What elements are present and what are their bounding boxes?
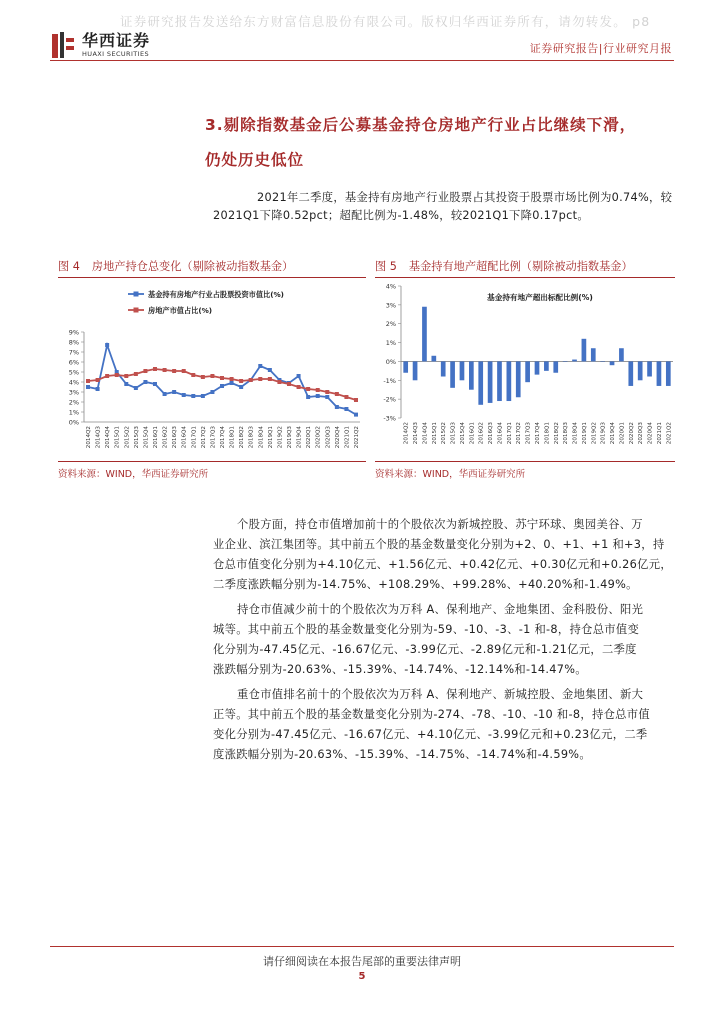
x-tick-label: 2016Q4 xyxy=(497,422,504,445)
fig4-line-chart xyxy=(58,280,366,460)
data-point xyxy=(268,377,272,381)
data-point xyxy=(316,394,320,398)
data-point xyxy=(153,382,157,386)
data-point xyxy=(143,369,147,373)
data-point xyxy=(191,394,195,398)
x-tick-label: 2020Q4 xyxy=(334,426,341,449)
page-number: 5 xyxy=(358,971,366,982)
x-tick-label: 2015Q1 xyxy=(431,422,438,445)
legend-marker xyxy=(134,292,139,297)
bar xyxy=(488,361,493,402)
y-tick-label: 4% xyxy=(68,378,79,387)
bar xyxy=(422,307,427,362)
data-point xyxy=(134,372,138,376)
x-tick-label: 2015Q3 xyxy=(450,422,457,445)
data-point xyxy=(191,373,195,377)
data-point xyxy=(335,405,339,409)
data-point xyxy=(325,390,329,394)
x-tick-label: 2016Q2 xyxy=(478,422,485,445)
x-tick-label: 2021Q1 xyxy=(656,422,663,445)
x-tick-label: 2020Q3 xyxy=(638,422,645,445)
data-point xyxy=(230,381,234,385)
data-point xyxy=(134,386,138,390)
data-point xyxy=(86,379,90,383)
data-point xyxy=(172,390,176,394)
bar xyxy=(441,361,446,376)
bar xyxy=(628,361,633,386)
para3-line2: 正等。其中前五个股的基金数量变化分别为-274、-78、-10、-10 和-8，持仓总市值 xyxy=(213,708,650,721)
y-tick-label: 6% xyxy=(68,358,79,367)
data-point xyxy=(325,395,329,399)
chart-title: 基金持有地产超出标配比例(%) xyxy=(487,293,593,302)
x-tick-label: 2014Q4 xyxy=(105,426,112,449)
data-point xyxy=(115,373,119,377)
x-tick-label: 2020Q2 xyxy=(628,422,635,445)
para2-line4: 涨跌幅分别为-20.63%、-15.39%、-14.74%、-12.14%和-14.47%。 xyxy=(213,663,587,676)
x-tick-label: 2021Q1 xyxy=(344,426,351,449)
data-point xyxy=(239,385,243,389)
fig5-bottom-rule xyxy=(375,461,675,462)
y-tick-label: -3% xyxy=(383,414,396,423)
x-tick-label: 2019Q1 xyxy=(581,422,588,445)
logo-english: HUAXI SECURITIES xyxy=(82,50,150,58)
x-tick-label: 2021Q2 xyxy=(354,426,360,449)
bar xyxy=(563,361,568,362)
x-tick-label: 2019Q2 xyxy=(591,422,598,445)
fig5-source: 资料来源：WIND，华西证券研究所 xyxy=(375,469,526,480)
data-point xyxy=(105,343,109,347)
para3-line1: 重仓市值排名前十的个股依次为万科 A、保利地产、新城控股、金地集团、新大 xyxy=(237,688,644,701)
data-point xyxy=(182,393,186,397)
x-tick-label: 2017Q3 xyxy=(525,422,532,445)
x-tick-label: 2015Q4 xyxy=(459,422,466,445)
x-tick-label: 2018Q4 xyxy=(572,422,579,445)
x-tick-label: 2015Q2 xyxy=(124,426,131,449)
data-point xyxy=(306,395,310,399)
y-tick-label: 3% xyxy=(68,388,79,397)
x-tick-label: 2015Q1 xyxy=(114,426,121,449)
data-point xyxy=(210,390,214,394)
bar xyxy=(544,361,549,370)
x-tick-label: 2016Q1 xyxy=(469,422,476,445)
footer-disclaimer: 请仔细阅读在本报告尾部的重要法律声明 xyxy=(263,955,461,968)
x-tick-label: 2014Q4 xyxy=(422,422,429,445)
para1-line3: 仓总市值变化分别为+4.10亿元、+1.56亿元、+0.42亿元、+0.30亿元和+0.26亿元， xyxy=(213,558,672,571)
legend-marker xyxy=(134,308,139,313)
bar xyxy=(600,361,605,362)
x-tick-label: 2015Q3 xyxy=(133,426,140,449)
para1-line1: 个股方面，持仓市值增加前十的个股依次为新城控股、苏宁环球、奥园美谷、万 xyxy=(237,518,643,531)
x-tick-label: 2018Q2 xyxy=(239,426,246,449)
intro-line1: 2021年二季度，基金持有房地产行业股票占其投资于股票市场比例为0.74%，较 xyxy=(257,191,673,204)
bar xyxy=(591,348,596,361)
data-point xyxy=(344,395,348,399)
x-tick-label: 2020Q3 xyxy=(325,426,332,449)
fig5-top-rule xyxy=(375,277,675,278)
x-tick-label: 2018Q1 xyxy=(229,426,236,449)
data-point xyxy=(258,377,262,381)
data-point xyxy=(268,368,272,372)
y-tick-label: 9% xyxy=(68,328,79,337)
bar xyxy=(431,356,436,362)
x-tick-label: 2017Q4 xyxy=(220,426,226,449)
data-point xyxy=(105,374,109,378)
para3-line4: 度涨跌幅分别为-20.63%、-15.39%、-14.75%、-14.74%和-4.59%。 xyxy=(213,748,591,761)
x-tick-label: 2020Q4 xyxy=(647,422,654,445)
fig4-source: 资料来源：WIND，华西证券研究所 xyxy=(58,469,209,480)
header-divider xyxy=(50,60,674,61)
section-title-line2: 仍处历史低位 xyxy=(205,151,305,169)
x-tick-label: 2018Q2 xyxy=(553,422,560,445)
data-point xyxy=(354,398,358,402)
x-tick-label: 2019Q2 xyxy=(277,426,284,449)
huaxi-logo-icon xyxy=(50,30,76,60)
fig4-top-rule xyxy=(58,277,366,278)
data-point xyxy=(201,375,205,379)
bar xyxy=(478,361,483,404)
x-tick-label: 2015Q4 xyxy=(143,426,150,449)
data-point xyxy=(172,369,176,373)
data-point xyxy=(335,392,339,396)
fig4-title: 房地产持仓总变化（剔除被动指数基金） xyxy=(91,260,294,273)
data-point xyxy=(124,374,128,378)
x-tick-label: 2016Q1 xyxy=(153,426,159,449)
data-point xyxy=(354,413,358,417)
data-point xyxy=(96,378,100,382)
data-point xyxy=(287,382,291,386)
data-point xyxy=(277,380,281,384)
data-point xyxy=(230,377,234,381)
watermark-text: 证券研究报告发送给东方财富信息股份有限公司。版权归华西证券所有，请勿转发。 p8 xyxy=(120,14,651,29)
x-tick-label: 2014Q2 xyxy=(86,426,92,449)
x-tick-label: 2017Q1 xyxy=(191,426,198,449)
fig5-number: 图 5 xyxy=(375,260,397,273)
x-tick-label: 2017Q2 xyxy=(200,426,207,449)
company-logo xyxy=(50,30,150,60)
data-point xyxy=(344,407,348,411)
x-tick-label: 2017Q2 xyxy=(516,422,523,445)
x-tick-label: 2018Q3 xyxy=(563,422,570,445)
data-point xyxy=(182,369,186,373)
bar xyxy=(610,361,615,365)
bar xyxy=(460,361,465,380)
bar xyxy=(647,361,652,376)
data-point xyxy=(249,378,253,382)
y-tick-label: 1% xyxy=(68,408,79,417)
para1-line2: 业企业、滨江集团等。其中前五个股的基金数量变化分别为+2、0、+1、+1 和+3，持 xyxy=(213,538,665,551)
x-tick-label: 2014Q3 xyxy=(95,426,102,449)
x-tick-label: 2020Q2 xyxy=(315,426,322,449)
x-tick-label: 2017Q4 xyxy=(535,422,541,445)
y-tick-label: 2% xyxy=(385,320,396,329)
report-type: 证券研究报告|行业研究月报 xyxy=(529,42,672,55)
fig5-bar-chart xyxy=(375,280,675,460)
bar xyxy=(572,360,577,362)
data-point xyxy=(239,379,243,383)
data-point xyxy=(163,392,167,396)
x-tick-label: 2018Q1 xyxy=(544,422,551,445)
y-tick-label: 7% xyxy=(68,348,79,357)
x-tick-label: 2015Q2 xyxy=(441,422,448,445)
para2-line1: 持仓市值减少前十的个股依次为万科 A、保利地产、金地集团、金科股份、阳光 xyxy=(237,603,644,616)
legend-label: 基金持有房地产行业占股票投资市值比(%) xyxy=(148,290,284,299)
bar xyxy=(666,361,671,386)
fig5-title: 基金持有地产超配比例（剔除被动指数基金） xyxy=(408,260,633,273)
bar xyxy=(469,361,474,389)
x-tick-label: 2019Q3 xyxy=(600,422,607,445)
bar xyxy=(403,361,408,372)
data-point xyxy=(153,367,157,371)
bar xyxy=(582,339,587,362)
fig4-bottom-rule xyxy=(58,461,366,462)
y-tick-label: 8% xyxy=(68,338,79,347)
data-point xyxy=(297,385,301,389)
bar xyxy=(619,348,624,361)
data-point xyxy=(316,388,320,392)
data-point xyxy=(96,387,100,391)
x-tick-label: 2020Q1 xyxy=(306,426,313,449)
y-tick-label: 4% xyxy=(385,282,396,291)
bar xyxy=(497,361,502,401)
data-point xyxy=(306,387,310,391)
data-point xyxy=(201,394,205,398)
logo-chinese: 华西证券 xyxy=(82,31,151,50)
y-tick-label: 2% xyxy=(68,398,79,407)
fig4-number: 图 4 xyxy=(58,260,80,273)
fig4-caption xyxy=(58,258,293,274)
x-tick-label: 2016Q3 xyxy=(172,426,179,449)
data-point xyxy=(297,374,301,378)
x-tick-label: 2021Q2 xyxy=(666,422,673,445)
data-point xyxy=(210,374,214,378)
data-point xyxy=(258,364,262,368)
x-tick-label: 2016Q4 xyxy=(181,426,188,449)
data-point xyxy=(86,385,90,389)
bar xyxy=(638,361,643,380)
data-point xyxy=(220,376,224,380)
data-point xyxy=(220,384,224,388)
bar xyxy=(450,361,455,387)
bar xyxy=(516,361,521,397)
bar xyxy=(413,361,418,380)
x-tick-label: 2019Q4 xyxy=(610,422,617,445)
fig5-caption xyxy=(375,258,633,274)
x-tick-label: 2019Q4 xyxy=(296,426,303,449)
x-tick-label: 2019Q1 xyxy=(267,426,274,449)
bar xyxy=(657,361,662,386)
data-point xyxy=(124,382,128,386)
data-point xyxy=(163,368,167,372)
legend-label: 房地产市值占比(%) xyxy=(148,306,213,315)
x-tick-label: 2018Q3 xyxy=(248,426,255,449)
para2-line2: 城等。其中前五个股的基金数量变化分别为-59、-10、-3、-1 和-8，持仓总市值变 xyxy=(213,623,640,636)
x-tick-label: 2016Q3 xyxy=(488,422,495,445)
y-tick-label: 0% xyxy=(68,418,79,427)
x-tick-label: 2016Q2 xyxy=(162,426,169,449)
x-tick-label: 2018Q4 xyxy=(258,426,265,449)
para1-line4: 二季度涨跌幅分别为-14.75%、+108.29%、+99.28%、+40.20%和-1.49%。 xyxy=(213,578,638,591)
x-tick-label: 2020Q1 xyxy=(619,422,626,445)
y-tick-label: -2% xyxy=(383,395,396,404)
x-tick-label: 2019Q3 xyxy=(287,426,293,449)
bar xyxy=(525,361,530,382)
footer-divider xyxy=(50,946,674,947)
bar xyxy=(535,361,540,374)
x-tick-label: 2017Q1 xyxy=(506,422,513,445)
data-point xyxy=(143,380,147,384)
x-tick-label: 2017Q3 xyxy=(210,426,217,449)
x-tick-label: 2014Q2 xyxy=(403,422,410,445)
x-tick-label: 2014Q3 xyxy=(413,422,420,445)
bar xyxy=(553,361,558,372)
y-tick-label: 5% xyxy=(68,368,79,377)
y-tick-label: -1% xyxy=(383,376,396,385)
y-tick-label: 1% xyxy=(385,339,396,348)
bar xyxy=(507,361,512,401)
para3-line3: 变化分别为-47.45亿元、-16.67亿元、+4.10亿元、-3.99亿元和+0.23亿元，二季 xyxy=(213,728,648,741)
section-title-line1: 3.剔除指数基金后公募基金持仓房地产行业占比继续下滑， xyxy=(205,116,637,134)
intro-line2: 2021Q1下降0.52pct；超配比例为-1.48%，较2021Q1下降0.17pct。 xyxy=(213,209,589,222)
y-tick-label: 3% xyxy=(385,301,396,310)
para2-line3: 化分别为-47.45亿元、-16.67亿元、-3.99亿元、-2.89亿元和-1.21亿元，二季度 xyxy=(213,643,637,656)
y-tick-label: 0% xyxy=(385,357,396,366)
